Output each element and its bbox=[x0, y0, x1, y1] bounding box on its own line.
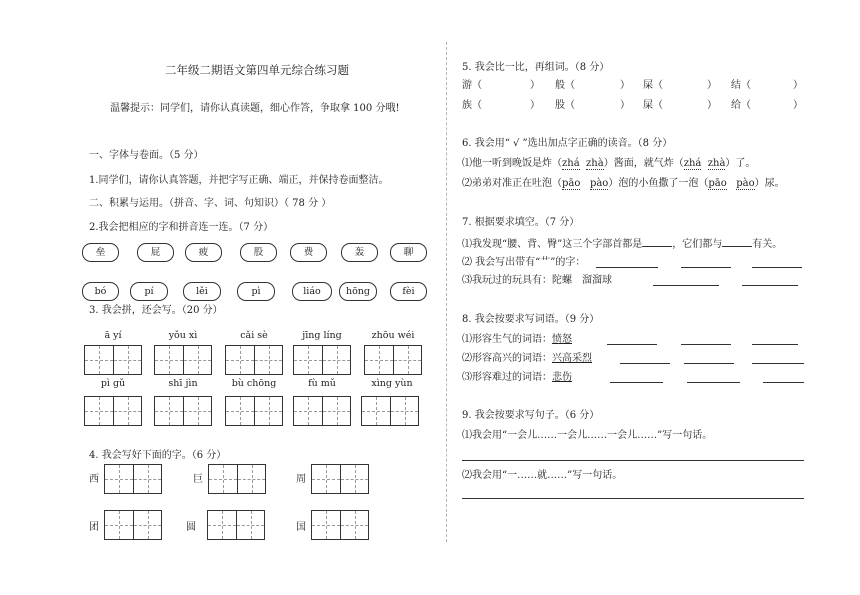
q7-line-2: ⑵ 我会写出带有“艹”的字： bbox=[462, 257, 586, 268]
answer-line[interactable] bbox=[462, 460, 804, 461]
q4-heading: 4. 我会写好下面的字。（6 分） bbox=[89, 450, 227, 461]
q7-text: ⑴我发现“腰、背、臀”这三个字部首都是 bbox=[462, 239, 643, 250]
writing-grid[interactable] bbox=[208, 464, 266, 494]
section-1-heading: 一、字体与卷面。（5 分） bbox=[89, 150, 204, 161]
write-char: 团 bbox=[89, 522, 99, 533]
answer-blank[interactable] bbox=[752, 267, 802, 268]
reading-option[interactable]: zhà bbox=[707, 158, 726, 169]
q8-line-1 bbox=[462, 334, 572, 346]
q5-item: ） bbox=[793, 100, 803, 111]
q5-item: ） bbox=[530, 80, 540, 91]
writing-grid[interactable] bbox=[154, 345, 212, 375]
q5-item: 游（ bbox=[462, 80, 482, 91]
q5-item: 给（ bbox=[731, 100, 751, 111]
pinyin-label: ā yí bbox=[104, 330, 122, 341]
answer-blank[interactable] bbox=[684, 363, 734, 364]
pinyin-pill[interactable]: pì bbox=[237, 282, 275, 301]
example-word: 悲伤 bbox=[552, 372, 572, 383]
reading-option[interactable]: pāo bbox=[562, 178, 581, 189]
pinyin-label: yǒu xì bbox=[168, 330, 198, 341]
answer-blank[interactable] bbox=[722, 237, 752, 247]
q8-text: ⑴形容生气的词语： bbox=[462, 334, 552, 345]
writing-grid[interactable] bbox=[293, 345, 351, 375]
reading-option[interactable]: pào bbox=[589, 178, 609, 189]
char-pill[interactable]: 垒 bbox=[82, 243, 119, 262]
answer-blank[interactable] bbox=[681, 267, 731, 268]
q3-heading: 3. 我会拼，还会写。（20 分） bbox=[89, 305, 223, 316]
q8-heading: 8. 我会按要求写词语。（9 分） bbox=[462, 314, 600, 325]
q7-text: ，它们都与 bbox=[672, 239, 723, 250]
q9-heading: 9. 我会按要求写句子。（6 分） bbox=[462, 410, 600, 421]
q7-heading: 7. 根据要求填空。（7 分） bbox=[462, 217, 580, 228]
q8-text: ⑶形容难过的词语： bbox=[462, 372, 552, 383]
char-pill[interactable]: 聊 bbox=[390, 243, 427, 262]
writing-grid[interactable] bbox=[311, 464, 369, 494]
answer-blank[interactable] bbox=[681, 344, 731, 345]
reading-option[interactable]: pào bbox=[736, 178, 755, 189]
writing-grid[interactable] bbox=[104, 510, 162, 540]
pinyin-pill[interactable]: pí bbox=[130, 282, 168, 301]
reading-option[interactable]: zhá bbox=[562, 158, 580, 169]
q6-text: ）酱面，就气炸（ bbox=[603, 158, 684, 169]
pinyin-pill[interactable]: hōng bbox=[339, 282, 377, 301]
q7-line-3: ⑶我玩过的玩具有：陀螺 溜溜球 bbox=[462, 275, 612, 286]
q6-text: ⑴他一听到晚饭是炸（ bbox=[462, 158, 562, 169]
pinyin-label: fù mǔ bbox=[308, 378, 336, 389]
answer-blank[interactable] bbox=[596, 267, 658, 268]
reading-option[interactable]: pāo bbox=[708, 178, 727, 189]
writing-grid[interactable] bbox=[84, 396, 142, 426]
q5-item: ） bbox=[530, 100, 540, 111]
reading-option[interactable]: zhá bbox=[683, 158, 702, 169]
q5-item: 屎（ bbox=[643, 80, 663, 91]
answer-blank[interactable] bbox=[653, 285, 719, 286]
pinyin-label: xìng yùn bbox=[371, 378, 413, 389]
writing-grid[interactable] bbox=[311, 510, 369, 540]
pinyin-label: zhōu wéi bbox=[371, 330, 415, 341]
q5-item: ） bbox=[620, 80, 630, 91]
q5-item: ） bbox=[707, 100, 717, 111]
answer-blank[interactable] bbox=[642, 237, 672, 247]
q5-heading: 5. 我会比一比，再组词。（8 分） bbox=[462, 62, 610, 73]
answer-blank[interactable] bbox=[742, 285, 798, 286]
writing-grid[interactable] bbox=[293, 396, 351, 426]
q7-line-1 bbox=[462, 237, 782, 251]
q5-item: ） bbox=[707, 80, 717, 91]
reading-option[interactable]: zhà bbox=[586, 158, 604, 169]
write-char: 国 bbox=[296, 522, 306, 533]
pinyin-pill[interactable]: liáo bbox=[292, 282, 332, 301]
q6-line-1 bbox=[462, 158, 755, 170]
pinyin-label: shī jìn bbox=[168, 378, 198, 389]
q6-line-2 bbox=[462, 178, 785, 190]
write-char: 圆 bbox=[186, 522, 196, 533]
writing-grid[interactable] bbox=[364, 345, 422, 375]
example-word: 愤怒 bbox=[552, 334, 572, 345]
writing-grid[interactable] bbox=[104, 464, 162, 494]
q5-item: 结（ bbox=[731, 80, 751, 91]
char-pill[interactable]: 轰 bbox=[341, 243, 378, 262]
answer-blank[interactable] bbox=[687, 382, 740, 383]
char-pill[interactable]: 费 bbox=[290, 243, 327, 262]
q5-item: ） bbox=[793, 80, 803, 91]
column-divider bbox=[446, 42, 447, 542]
pinyin-pill[interactable]: bó bbox=[82, 282, 119, 301]
writing-grid[interactable] bbox=[225, 396, 283, 426]
answer-blank[interactable] bbox=[620, 363, 670, 364]
writing-grid[interactable] bbox=[154, 396, 212, 426]
writing-grid[interactable] bbox=[207, 510, 265, 540]
writing-grid[interactable] bbox=[225, 345, 283, 375]
tip: 温馨提示：同学们，请你认真读题，细心作答，争取拿 100 分哦! bbox=[110, 103, 400, 114]
answer-blank[interactable] bbox=[763, 382, 804, 383]
q9-line-2: ⑵我会用“一……就……”写一句话。 bbox=[462, 470, 623, 481]
answer-blank[interactable] bbox=[607, 344, 657, 345]
char-pill[interactable]: 疲 bbox=[185, 243, 222, 262]
q8-line-3 bbox=[462, 372, 572, 384]
answer-blank[interactable] bbox=[752, 363, 804, 364]
example-word: 兴高采烈 bbox=[552, 353, 592, 364]
q6-text: ⑵弟弟对准正在吐泡（ bbox=[462, 178, 562, 189]
q6-heading: 6. 我会用“ √ ”选出加点字正确的读音。（8 分） bbox=[462, 138, 673, 149]
writing-grid[interactable] bbox=[84, 345, 142, 375]
pinyin-label: jīng líng bbox=[302, 330, 342, 341]
answer-line[interactable] bbox=[462, 498, 804, 499]
section-2-heading: 二、积累与运用。（拼音、字、词、句知识）（ 78 分 ） bbox=[89, 198, 332, 209]
q5-item: 般（ bbox=[555, 80, 575, 91]
q7-text: 有关。 bbox=[752, 239, 783, 250]
q5-item: 族（ bbox=[462, 100, 482, 111]
answer-blank[interactable] bbox=[752, 344, 798, 345]
pinyin-pill[interactable]: lěi bbox=[183, 282, 221, 301]
q5-item: 屎（ bbox=[643, 100, 663, 111]
write-char: 西 bbox=[89, 474, 99, 485]
q9-line-1: ⑴我会用“一会儿……一会儿……一会儿……”写一句话。 bbox=[462, 430, 713, 441]
q5-item: 股（ bbox=[555, 100, 575, 111]
write-char: 巨 bbox=[193, 474, 203, 485]
writing-grid[interactable] bbox=[361, 396, 419, 426]
write-char: 周 bbox=[296, 474, 306, 485]
q6-text: ）泡的小鱼撒了一泡（ bbox=[608, 178, 709, 189]
pinyin-label: cǎi sè bbox=[240, 330, 268, 341]
q2-heading: 2.我会把相应的字和拼音连一连。（7 分） bbox=[89, 222, 274, 233]
q6-text: ）尿。 bbox=[754, 178, 785, 189]
pinyin-label: pì gǔ bbox=[100, 378, 126, 389]
q8-line-2 bbox=[462, 353, 592, 365]
page-title: 二年级二期语文第四单元综合练习题 bbox=[165, 63, 349, 77]
q6-text: ）了。 bbox=[725, 158, 756, 169]
answer-blank[interactable] bbox=[610, 382, 663, 383]
char-pill[interactable]: 股 bbox=[240, 243, 277, 262]
q5-item: ） bbox=[620, 100, 630, 111]
q8-text: ⑵形容高兴的词语： bbox=[462, 353, 552, 364]
char-pill[interactable]: 屁 bbox=[137, 243, 174, 262]
pinyin-label: bù chōng bbox=[231, 378, 277, 389]
section-1-line: 1.同学们，请你认真答题，并把字写正确、端正，并保持卷面整洁。 bbox=[89, 175, 389, 186]
pinyin-pill[interactable]: fèi bbox=[390, 282, 427, 301]
